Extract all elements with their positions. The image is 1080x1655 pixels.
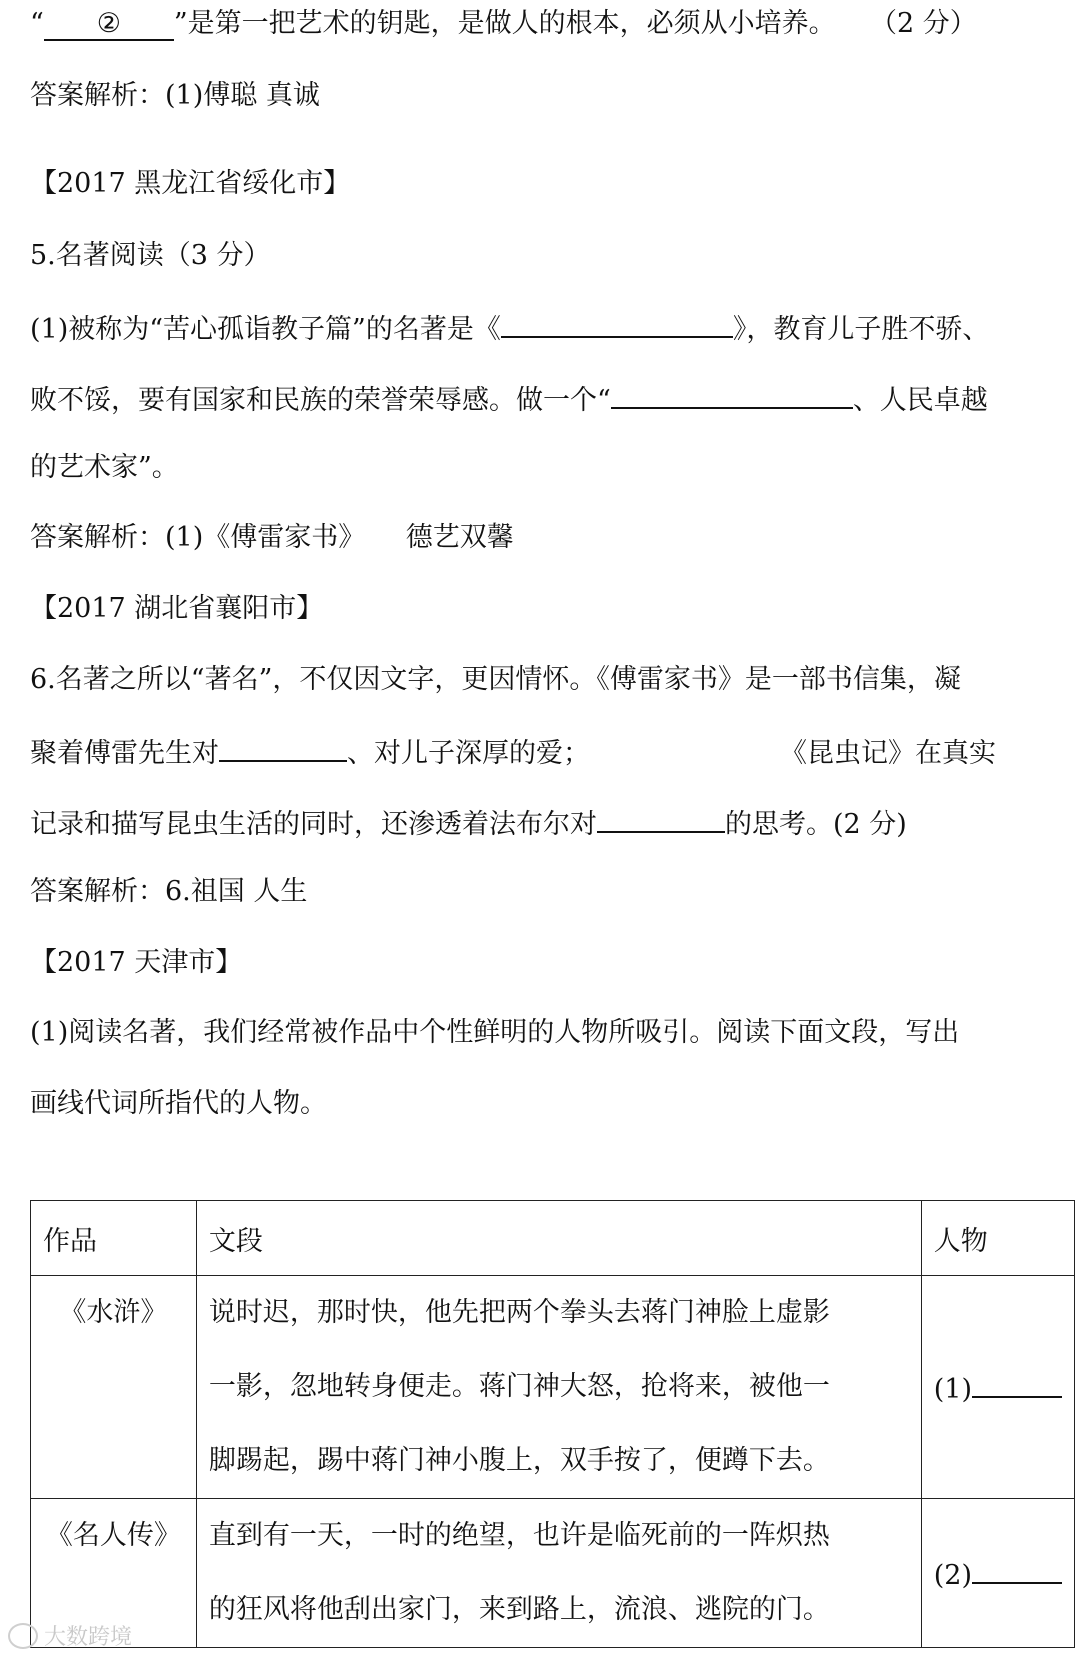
table-row bbox=[31, 1499, 1075, 1648]
question-6-line-1: 6.名著之所以“著名”，不仅因文字，更因情怀。《傅雷家书》是一部书信集，凝 bbox=[30, 664, 961, 695]
person-number: (2) bbox=[933, 1559, 972, 1591]
question-5-title: 5.名著阅读（3 分） bbox=[30, 240, 271, 271]
header-work: 作品 bbox=[31, 1201, 197, 1276]
watermark-logo-icon bbox=[8, 1623, 38, 1649]
person-answer bbox=[921, 1499, 1074, 1648]
open-quote: “ bbox=[30, 8, 44, 39]
question-text: ”是第一把艺术的钥匙，是做人的根本，必须从小培养。 bbox=[173, 8, 836, 39]
answer-1: 答案解析：(1)傅聪 真诚 bbox=[30, 80, 320, 111]
answer-3: 答案解析：6.祖国 人生 bbox=[30, 876, 308, 907]
header-person: 人物 bbox=[921, 1201, 1074, 1276]
works-table bbox=[30, 1200, 1075, 1648]
passage bbox=[196, 1276, 921, 1499]
watermark bbox=[8, 1620, 132, 1651]
q6-text-b: 、对儿子深厚的爱； bbox=[347, 738, 590, 769]
watermark-text: 大数跨境 bbox=[44, 1625, 133, 1650]
passage bbox=[196, 1499, 921, 1648]
table-header-row bbox=[31, 1201, 1075, 1276]
answer-blank bbox=[972, 1556, 1062, 1584]
answer-blank bbox=[972, 1370, 1062, 1398]
question-intro-line bbox=[30, 4, 1070, 44]
question-7-line-2: 画线代词所指代的人物。 bbox=[30, 1088, 327, 1119]
header-passage: 文段 bbox=[196, 1201, 921, 1276]
work-title: 《名人传》 bbox=[31, 1499, 197, 1648]
person-answer bbox=[921, 1276, 1074, 1499]
q6-text-e: 的思考。(2 分) bbox=[725, 809, 907, 840]
question-5-line-2 bbox=[30, 377, 1070, 421]
q6-text-a: 聚着傅雷先生对 bbox=[30, 738, 219, 769]
table-row bbox=[31, 1276, 1075, 1499]
work-title: 《水浒》 bbox=[31, 1276, 197, 1499]
passage-line: 说时迟，那时快，他先把两个拳头去蒋门神脸上虚影 bbox=[208, 1297, 830, 1328]
question-7-line-1: (1)阅读名著，我们经常被作品中个性鲜明的人物所吸引。阅读下面文段，写出 bbox=[30, 1017, 960, 1048]
question-6-line-3 bbox=[30, 801, 1070, 845]
answer-blank bbox=[219, 730, 347, 762]
passage-line: 脚踢起，踢中蒋门神小腹上，双手按了，便蹲下去。 bbox=[208, 1445, 830, 1476]
q6-text-d: 记录和描写昆虫生活的同时，还渗透着法布尔对 bbox=[30, 809, 597, 840]
question-6-line-2 bbox=[30, 730, 1070, 774]
answer-blank bbox=[611, 377, 853, 409]
q5-text-d: 、人民卓越 bbox=[852, 385, 988, 416]
q5-text-b: 》，教育儿子胜不骄、 bbox=[732, 314, 990, 345]
passage-line: 的狂风将他刮出家门，来到路上，流浪、逃院的门。 bbox=[208, 1594, 830, 1625]
q6-text-c: 《昆虫记》在真实 bbox=[780, 738, 996, 769]
section-heading-suihua: 【2017 黑龙江省绥化市】 bbox=[30, 168, 351, 199]
passage-line: 一影，忽地转身便走。蒋门神大怒，抢将来，被他一 bbox=[208, 1371, 830, 1402]
q5-text-a: (1)被称为“苦心孤诣教子篇”的名著是《 bbox=[30, 314, 501, 345]
answer-blank bbox=[44, 9, 174, 41]
section-heading-tianjin: 【2017 天津市】 bbox=[30, 947, 243, 978]
section-heading-xiangyang: 【2017 湖北省襄阳市】 bbox=[30, 593, 324, 624]
person-number: (1) bbox=[933, 1373, 972, 1405]
passage-line: 直到有一天，一时的绝望，也许是临死前的一阵炽热 bbox=[208, 1520, 830, 1551]
score: （2 分） bbox=[869, 8, 977, 39]
q5-text-c: 败不馁，要有国家和民族的荣誉荣辱感。做一个“ bbox=[30, 385, 611, 416]
question-5-line-1 bbox=[30, 306, 1070, 350]
answer-blank bbox=[597, 801, 725, 833]
question-5-line-3: 的艺术家”。 bbox=[30, 452, 179, 483]
answer-blank bbox=[501, 306, 733, 338]
answer-2: 答案解析：(1)《傅雷家书》 德艺双馨 bbox=[30, 522, 514, 553]
blank-label: ② bbox=[96, 8, 121, 39]
